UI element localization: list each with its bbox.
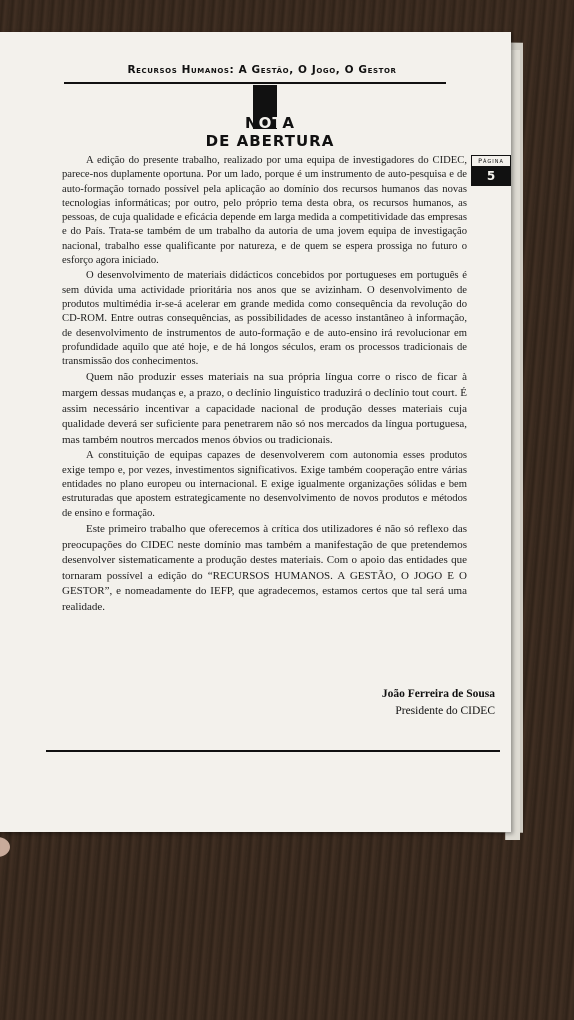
title-letter-suffix: A <box>282 114 295 132</box>
paragraph-3: Quem não produzir esses materiais na sua própria língua corre o risco de ficar à margem dessas mudanças e, a prazo, o declínio linguístico traduzirá o declínio tout court. É assim necessário incentivar a capacidade nacional de produção desses materiais cuja qualidade deverá ser suficiente para penetrarem não só nos mercados da língua portuguesa, mas também noutros mercados menos óbvios ou tradicionais. <box>62 371 467 446</box>
header-rule <box>64 82 446 84</box>
body-text <box>62 154 467 616</box>
page-number: 5 <box>471 166 511 186</box>
finger-edge <box>0 837 10 857</box>
title-letter-prefix: N <box>245 114 259 132</box>
title-block <box>200 85 340 151</box>
page-number-badge <box>471 155 511 186</box>
signature-block <box>300 686 495 720</box>
footer-rule <box>46 750 500 752</box>
title-letters-inverted: OT <box>258 114 283 132</box>
paragraph-2: O desenvolvimento de materiais didácticos concebidos por portugueses em português é sem dúvida uma actividade prioritária nos anos que se avizinham. O desenvolvimento de produtos multimédia ir-se-á acelerar em grande medida como consequência da revolução do CD-ROM. Entre outras consequências, as possibilidades de acesso instantâneo à informação, de desenvolvimento de instrumentos de auto-formação e de auto-ensino irá revolucionar em profundidade aquilo que até hoje, e de há longos séculos, eram os processos tradicionais de transmissão dos conhecimentos. <box>62 270 467 368</box>
page-badge-label: Página <box>471 155 511 166</box>
running-header: Recursos Humanos: A Gestão, O Jogo, O Gestor <box>127 64 397 76</box>
paragraph-1: A edição do presente trabalho, realizado por uma equipa de investigadores do CIDEC, parece-nos duplamente oportuna. Por um lado, porque é um instrumento de auto-pesquisa e de auto-formação tornado possível pela aplicação ao domínio dos recursos humanos das novas tecnologias informáticas; por outro, pelo próprio tema desta obra, os recursos humanos, as pessoas, de cuja qualidade e eficácia depende em larga medida a competitividade das empresas e do País. Trata-se também de um trabalho da autoria de uma jovem equipa de investigação nacional, trabalho esse qualificante por natureza, e de quem se espera prossiga no futuro o esforço agora iniciado. <box>62 155 467 267</box>
paragraph-4: A constituição de equipas capazes de desenvolverem com autonomia esses produtos exige tempo e, por vezes, investimentos significativos. Exige também cooperação entre várias entidades no plano europeu ou internacional. E exige igualmente organizações sólidas e bem estruturadas que apostem estrategicamente no desenvolvimento de novos produtos e métodos de ensino e formação. <box>62 450 467 519</box>
paragraph-5: Este primeiro trabalho que oferecemos à crítica dos utilizadores é não só reflexo das preocupações do CIDEC neste domínio mas também a manifestação de que pretendemos desenvolver sistematicamente a produção destes materiais. Com o apoio das entidades que tornaram possível a edição do “RECURSOS HUMANOS. A GESTÃO, O JOGO E O GESTOR”, e nomeadamente do IEFP, que agradecemos, estamos certos que tal será uma realidade. <box>62 522 467 613</box>
title-line-1 <box>200 114 340 132</box>
signatory-name: João Ferreira de Sousa <box>381 688 495 700</box>
title-line-2: DE ABERTURA <box>205 132 335 150</box>
document-page <box>0 32 511 832</box>
signatory-role: Presidente do CIDEC <box>395 705 495 717</box>
